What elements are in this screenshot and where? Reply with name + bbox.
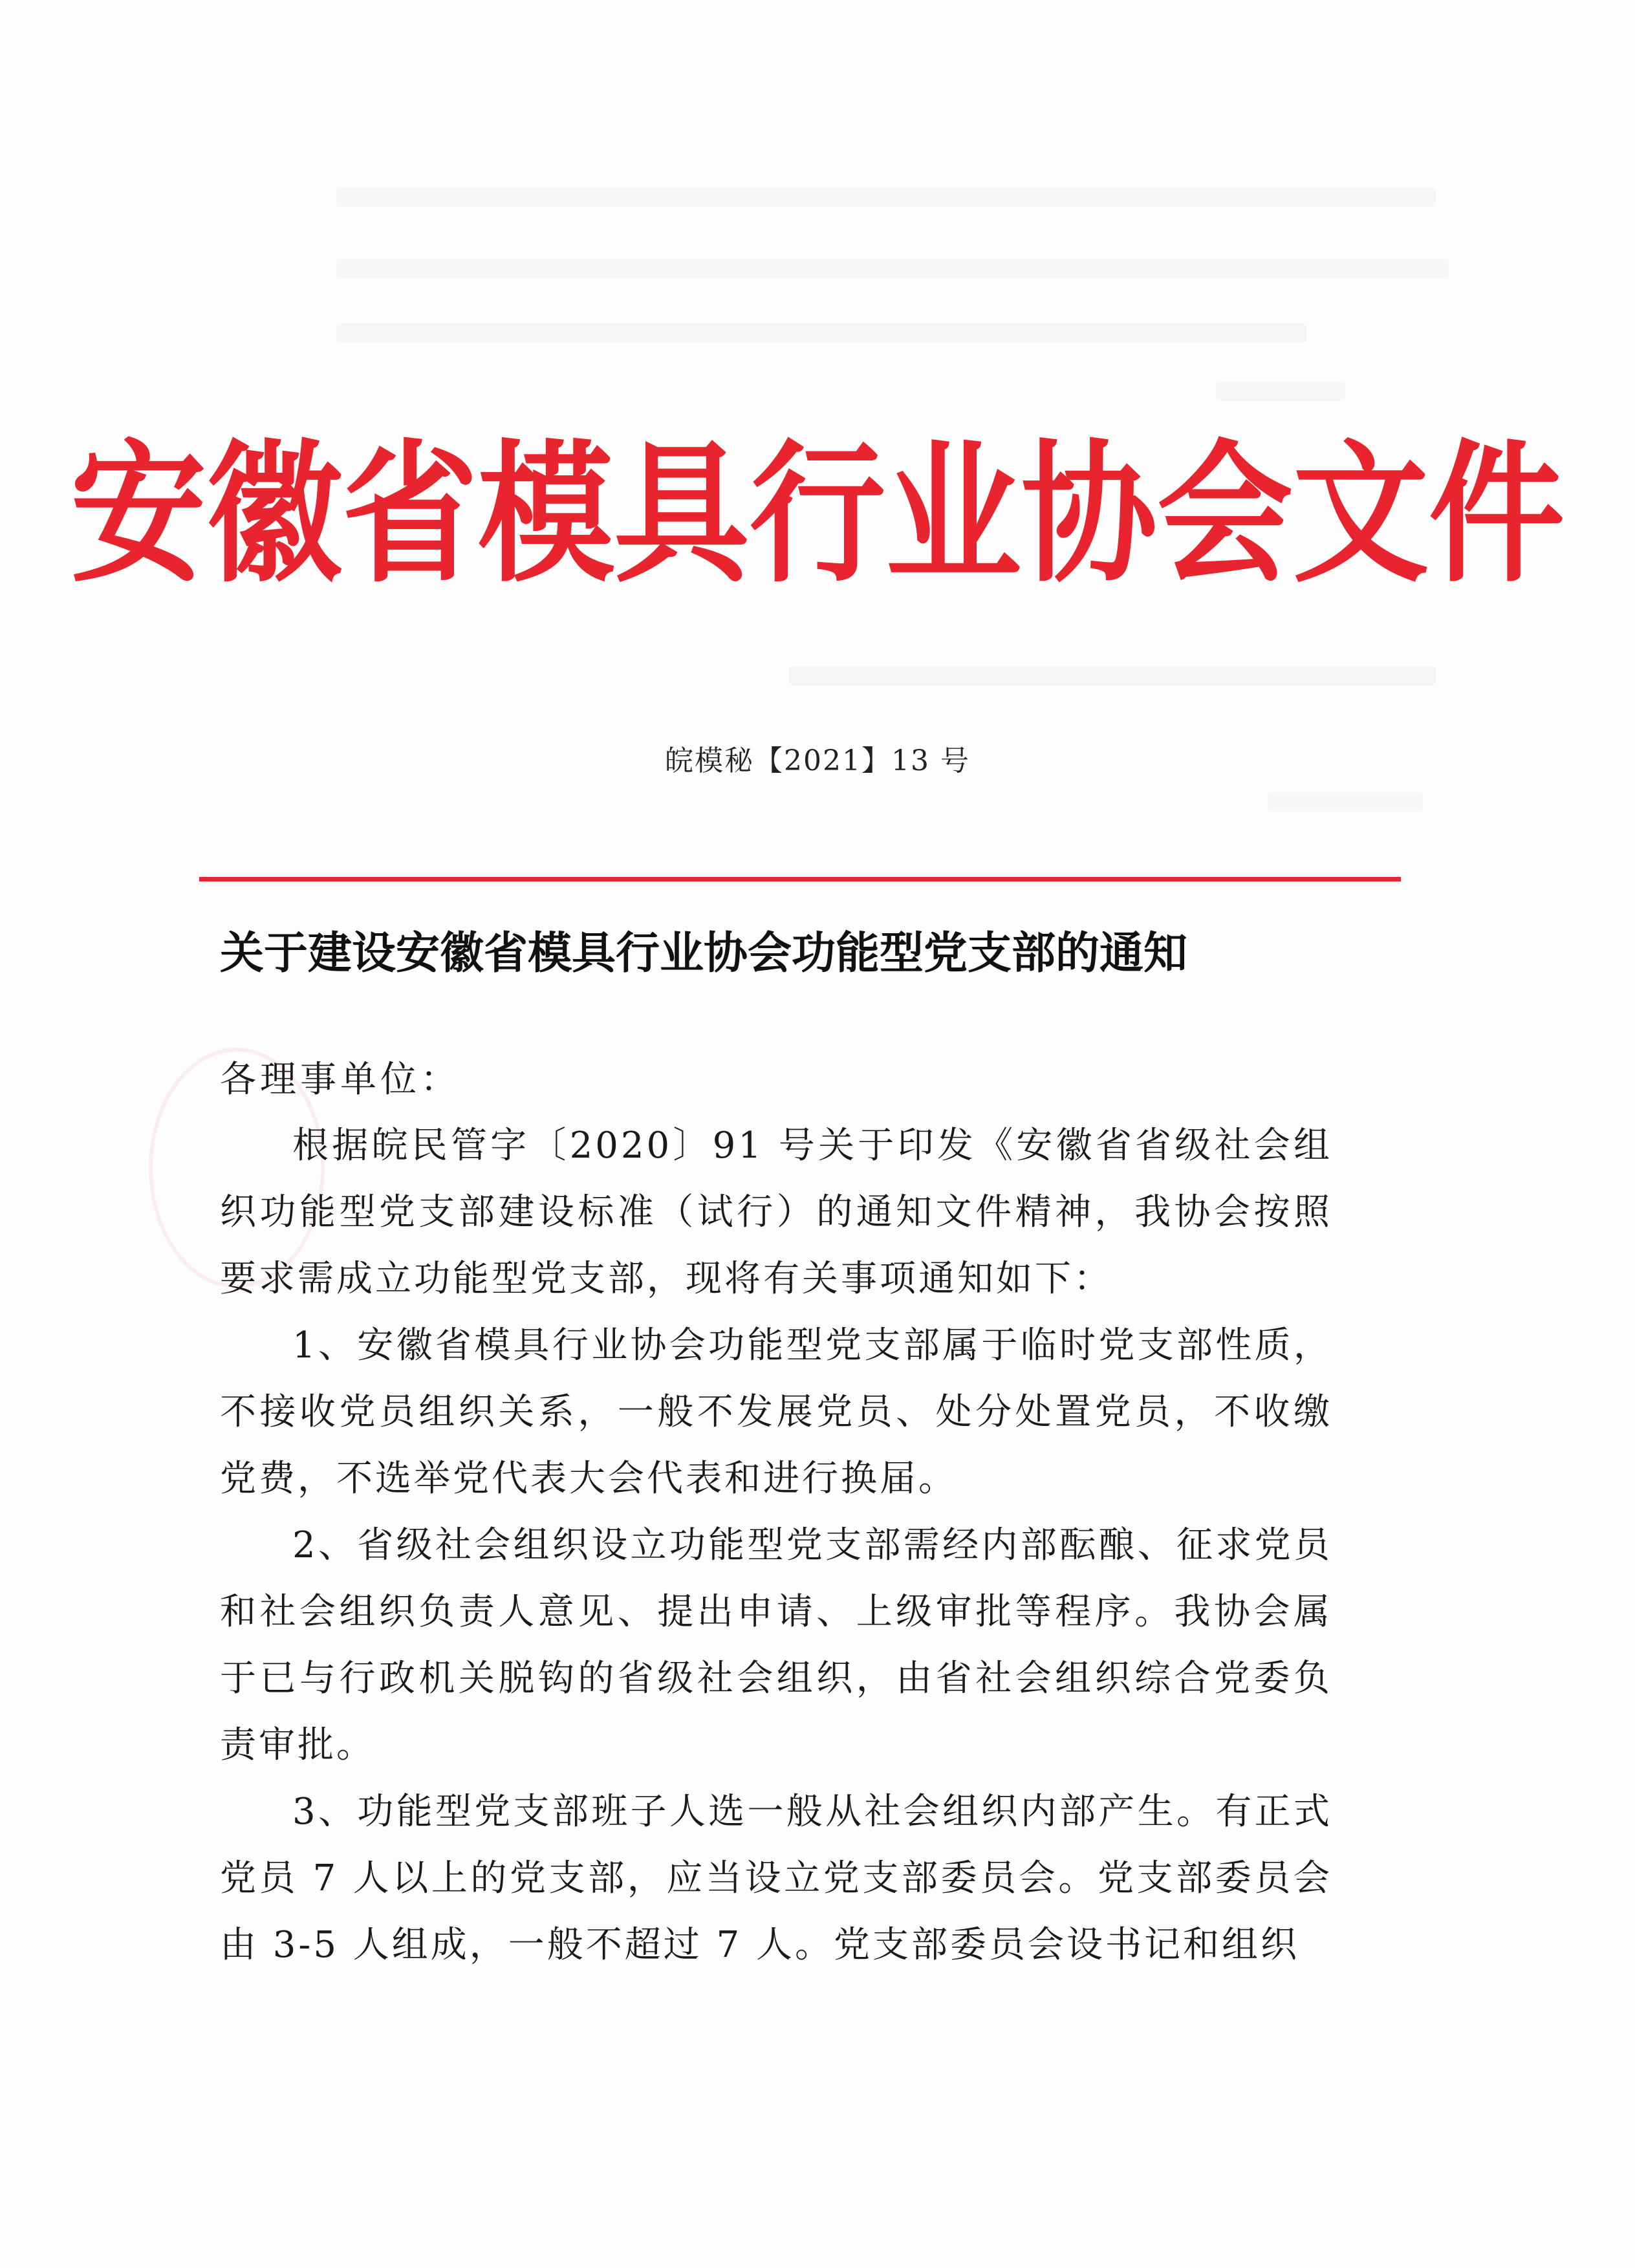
scan-bleed-line [336, 188, 1436, 207]
body-paragraph: 根据皖民管字〔2020〕91 号关于印发《安徽省省级社会组织功能型党支部建设标准（试行）的通知文件精神，我协会按照要求需成立功能型党支部，现将有关事项通知如下： [220, 1125, 1332, 1300]
scan-bleed-line [789, 666, 1436, 686]
notice-title: 关于建设安徽省模具行业协会功能型党支部的通知 [220, 927, 1188, 979]
body-paragraph: 2、省级社会组织设立功能型党支部需经内部酝酿、征求党员和社会组织负责人意见、提出申请、上级审批等程序。我协会属于已与行政机关脱钩的省级社会组织，由省社会组织综合党委负责审批。 [220, 1524, 1332, 1766]
scan-bleed-line [1216, 382, 1345, 401]
scan-bleed-line [336, 259, 1449, 278]
masthead-title: 安徽省模具行业协会文件 [70, 424, 1565, 603]
body-paragraph: 1、安徽省模具行业协会功能型党支部属于临时党支部性质，不接收党员组织关系，一般不发展党员、处分处置党员，不收缴党费，不选举党代表大会代表和进行换届。 [220, 1324, 1332, 1500]
document-number: 皖模秘【2021】13 号 [665, 744, 970, 777]
body-paragraph: 3、功能型党支部班子人选一般从社会组织内部产生。有正式党员 7 人以上的党支部，应当设立党支部委员会。党支部委员会由 3-5 人组成，一般不超过 7 人。党支部委员会设书记和组织 [220, 1791, 1332, 1966]
red-divider-rule [199, 877, 1401, 881]
notice-body [220, 1112, 1332, 1978]
scan-bleed-line [336, 323, 1306, 343]
scan-bleed-line [1268, 792, 1423, 812]
salutation: 各理事单位： [220, 1059, 460, 1101]
